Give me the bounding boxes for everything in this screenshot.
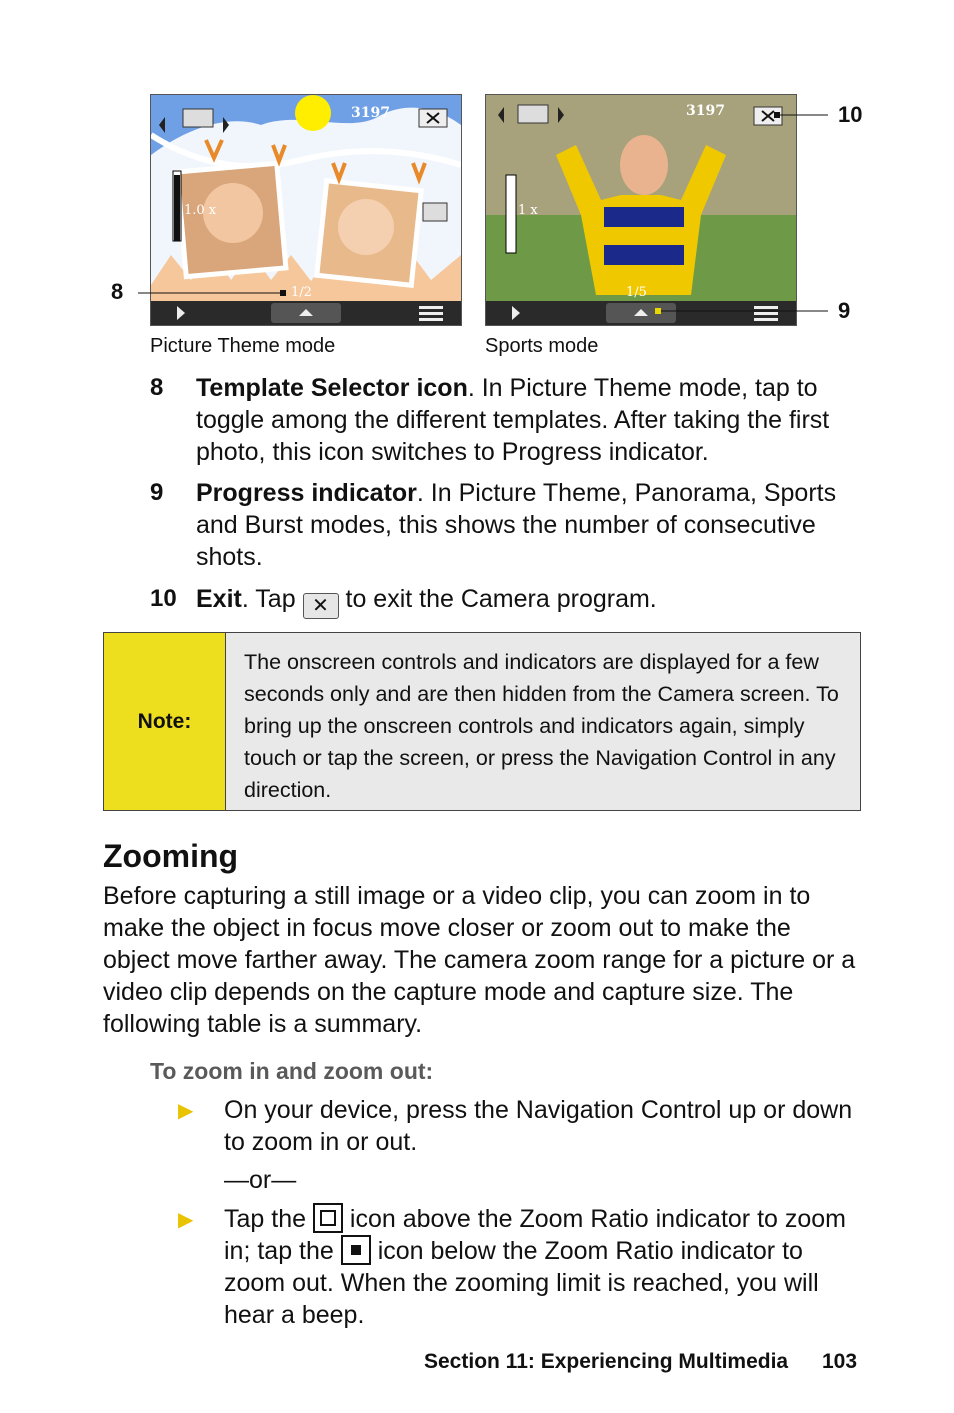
callout-lines [0, 0, 954, 340]
note-label: Note: [104, 633, 226, 810]
footer-section: Section 11: Experiencing Multimedia [424, 1350, 789, 1373]
procedure-heading: To zoom in and zoom out: [150, 1058, 434, 1084]
caption-sports: Sports mode [485, 335, 599, 357]
item-description: . Tap [241, 585, 303, 613]
bullet-text: icon above the Zoom Ratio indicator to zoom in; tap the [224, 1205, 846, 1265]
item-number: 8 [150, 374, 164, 401]
item-title: Progress indicator [196, 479, 417, 507]
item-exit [196, 583, 846, 619]
note-text: The onscreen controls and indicators are displayed for a few seconds only and are then hidden from the Camera screen. To bring up the onscreen controls and indicators again, simply touch or tap the screen, or press the Navigation Control in any direction. [226, 633, 860, 810]
callout-10: 10 [838, 102, 863, 127]
shot-counter: 3197 [686, 103, 725, 119]
bullet-arrow-icon: ▶ [178, 1209, 194, 1231]
item-description: to exit the Camera program. [338, 585, 657, 613]
zoom-ratio-indicator: 1.0 x [184, 203, 217, 218]
caption-picture-theme: Picture Theme mode [150, 335, 336, 357]
item-template-selector [196, 372, 836, 468]
bullet-item [224, 1203, 864, 1331]
or-separator: —or— [224, 1166, 297, 1194]
section-heading: Zooming [103, 838, 239, 874]
bullet-text: Tap the [224, 1205, 313, 1233]
zoom-ratio-indicator: 1 x [518, 203, 538, 218]
zoom-in-icon [313, 1203, 343, 1233]
item-number: 10 [150, 585, 177, 612]
item-title: Template Selector icon [196, 374, 468, 402]
note-box [103, 632, 861, 811]
section-paragraph: Before capturing a still image or a video clip, you can zoom in to make the object in focus move closer or zoom out to make the object move farther away. The camera zoom range for a picture or a video clip depends on the capture mode and capture size. The following table is a summary. [103, 882, 856, 1038]
template-selector-icon[interactable]: 1/2 [291, 285, 312, 300]
callout-9: 9 [838, 298, 851, 323]
progress-indicator: 1/5 [626, 285, 647, 300]
bullet-arrow-icon: ▶ [178, 1100, 194, 1122]
shot-counter: 3197 [351, 105, 390, 121]
exit-icon: ✕ [303, 593, 339, 619]
page-number: 103 [822, 1350, 858, 1373]
zoom-out-icon [341, 1235, 371, 1265]
bullet-text: icon below the Zoom Ratio indicator to zoom out. When the zooming limit is reached, you will hear a beep. [224, 1237, 819, 1329]
item-description: . In Picture Theme mode, tap to toggle among the different templates. After taking the first photo, this icon switches to Progress indicator. [196, 374, 830, 466]
item-progress-indicator [196, 477, 846, 573]
item-description: . In Picture Theme, Panorama, Sports and Burst modes, this shows the number of consecutive shots. [196, 479, 837, 571]
item-number: 9 [150, 479, 164, 506]
item-title: Exit [196, 585, 242, 613]
bullet-item: On your device, press the Navigation Control up or down to zoom in or out. [224, 1096, 853, 1156]
callout-8: 8 [111, 279, 124, 304]
